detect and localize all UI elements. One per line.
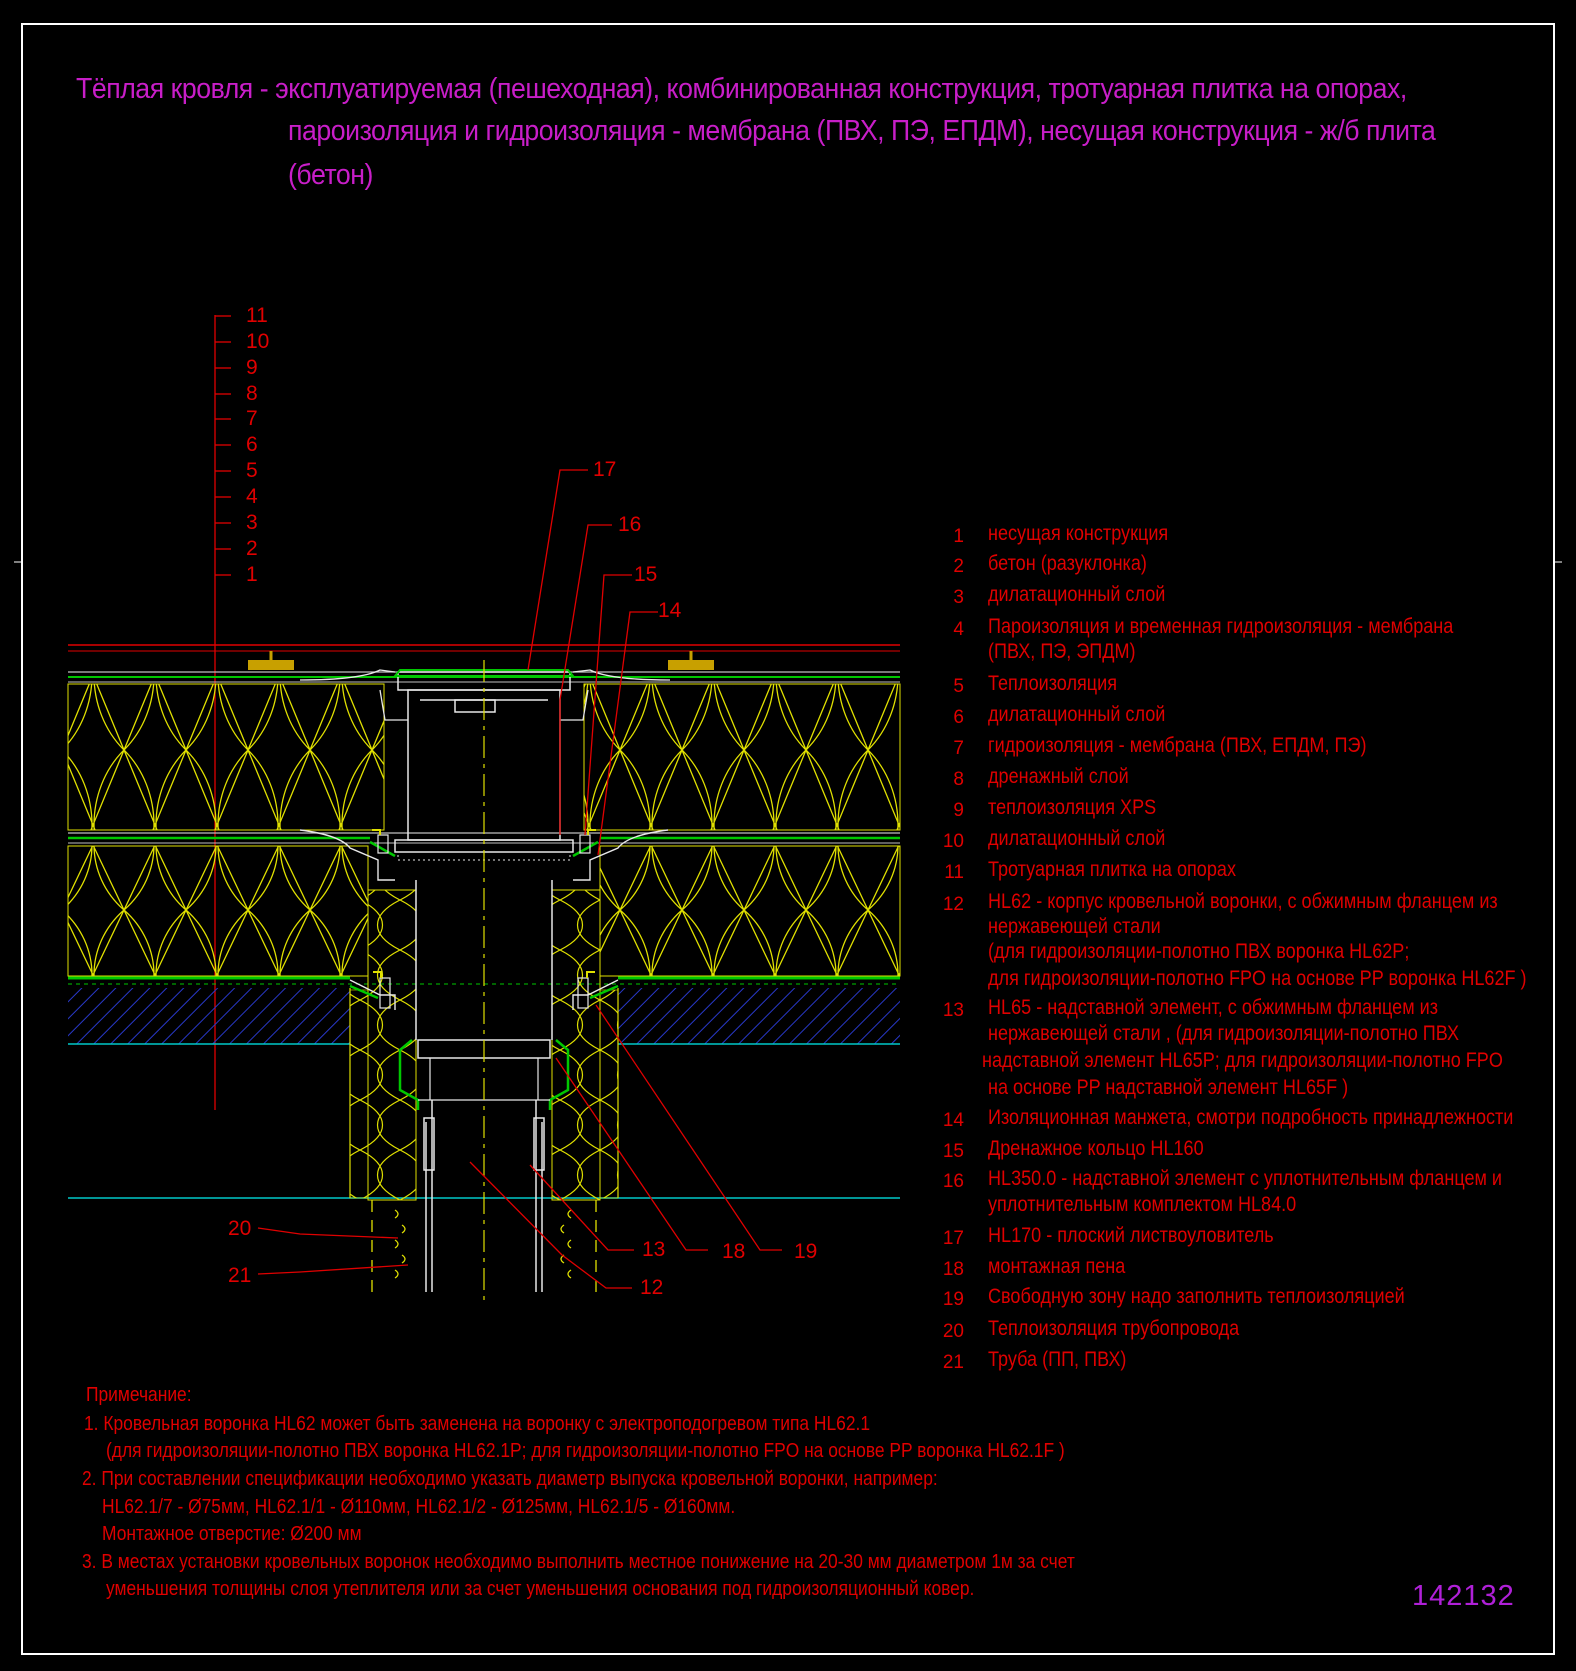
callout-14: 14	[658, 599, 682, 622]
concrete-left	[68, 988, 350, 1044]
level-label: 5	[246, 459, 258, 482]
title-line-1: Тёплая кровля - эксплуатируемая (пешеходная), комбинированная конструкция, тротуарная плитка на опорах,	[76, 73, 1407, 105]
legend-num: 8	[953, 769, 964, 790]
insulation-left	[68, 846, 368, 976]
legend-num: 15	[942, 1141, 964, 1162]
legend-text: Пароизоляция и временная гидроизоляция - мембрана	[988, 615, 1454, 638]
legend-num: 7	[953, 738, 964, 759]
note-1: 1. Кровельная воронка HL62 может быть заменена на воронку с электроподогревом типа HL62.1	[84, 1413, 871, 1435]
xps-left	[68, 684, 384, 830]
level-label: 3	[246, 511, 258, 534]
drawing-code: 142132	[1412, 1580, 1515, 1612]
title-line-2: пароизоляция и гидроизоляция - мембрана (ПВХ, ПЭ, ЕПДМ), несущая конструкция - ж/б плита	[288, 115, 1436, 147]
legend-text: теплоизоляция XPS	[988, 796, 1157, 819]
level-label: 8	[246, 382, 258, 405]
legend-text: для гидроизоляции-полотно FPO на основе PP воронка HL62F )	[988, 967, 1527, 990]
legend-text: Изоляционная манжета, смотри подробность принадлежности	[988, 1106, 1514, 1129]
legend-text: нержавеющей стали , (для гидроизоляции-полотно ПВХ	[988, 1022, 1460, 1045]
level-label: 10	[246, 330, 270, 353]
note-3-detail: уменьшения толщины слоя утеплителя или за счет уменьшения основания под гидроизоляционный ковер.	[106, 1578, 975, 1600]
level-label: 4	[246, 485, 258, 508]
legend-num: 18	[942, 1259, 964, 1280]
legend-text: Труба (ПП, ПВХ)	[988, 1348, 1127, 1371]
legend-text: бетон (разуклонка)	[988, 552, 1147, 575]
legend-num: 5	[953, 676, 964, 697]
level-label: 11	[246, 304, 268, 327]
legend-num: 16	[942, 1171, 964, 1192]
legend-num: 17	[942, 1228, 964, 1249]
level-label: 2	[246, 537, 258, 560]
level-label: 9	[246, 356, 258, 379]
callout-13: 13	[642, 1238, 666, 1261]
legend-num: 12	[942, 894, 964, 915]
legend-text: дренажный слой	[988, 765, 1129, 788]
legend-num: 3	[953, 587, 964, 608]
legend-text: надставной элемент HL65P; для гидроизоляции-полотно FPO	[982, 1049, 1503, 1072]
legend-num: 21	[942, 1352, 964, 1373]
tile-support-right	[668, 660, 714, 670]
legend-text: (для гидроизоляции-полотно ПВХ воронка HL62P;	[988, 940, 1410, 963]
level-label: 6	[246, 433, 258, 456]
note-3: 3. В местах установки кровельных воронок необходимо выполнить местное понижение на 20-30 мм диаметром 1м за счет	[82, 1551, 1075, 1573]
legend-text: HL350.0 - надставной элемент с уплотнительным фланцем и	[988, 1167, 1503, 1190]
legend-num: 6	[953, 707, 964, 728]
legend-num: 20	[942, 1321, 964, 1342]
note-1-detail: (для гидроизоляции-полотно ПВХ воронка HL62.1P; для гидроизоляции-полотно FPO на основе PP воронка HL62.1F )	[106, 1440, 1065, 1462]
legend-text: дилатационный слой	[988, 583, 1166, 606]
legend-text: дилатационный слой	[988, 827, 1166, 850]
legend-num: 2	[953, 556, 964, 577]
pipe-insulation-right	[552, 890, 600, 1200]
note-2-detail: HL62.1/7 - Ø75мм, HL62.1/1 - Ø110мм, HL62.1/2 - Ø125мм, HL62.1/5 - Ø160мм.	[102, 1496, 736, 1518]
legend-num: 4	[953, 619, 964, 640]
legend-num: 10	[942, 831, 964, 852]
callout-17: 17	[593, 458, 617, 481]
legend-text: (ПВХ, ПЭ, ЭПДМ)	[988, 640, 1136, 663]
legend-text: HL170 - плоский листвоуловитель	[988, 1224, 1274, 1247]
legend-text: на основе PP надставной элемент HL65F )	[988, 1076, 1349, 1099]
legend-text: уплотнительным комплектом HL84.0	[988, 1193, 1297, 1216]
legend-num: 9	[953, 800, 964, 821]
pipe-insulation-left	[368, 890, 416, 1200]
callout-16: 16	[618, 513, 642, 536]
legend-num: 1	[953, 526, 964, 547]
legend-text: HL65 - надставной элемент, с обжимным фланцем из	[988, 996, 1438, 1019]
note-2-hole: Монтажное отверстие: Ø200 мм	[102, 1523, 362, 1545]
notes-heading: Примечание:	[86, 1384, 192, 1406]
legend-text: гидроизоляция - мембрана (ПВХ, ЕПДМ, ПЭ)	[988, 734, 1367, 757]
legend-text: Теплоизоляция трубопровода	[988, 1317, 1240, 1340]
callout-12: 12	[640, 1276, 664, 1299]
title-line-3: (бетон)	[288, 159, 373, 191]
insulation-right	[600, 846, 900, 976]
level-label: 1	[246, 563, 258, 586]
callout-15: 15	[634, 563, 658, 586]
legend-text: Тротуарная плитка на опорах	[988, 858, 1236, 881]
level-ticks	[215, 316, 231, 575]
callout-21: 21	[228, 1264, 252, 1287]
legend-text: Теплоизоляция	[988, 672, 1117, 695]
legend-text: HL62 - корпус кровельной воронки, с обжимным фланцем из	[988, 890, 1498, 913]
legend-num: 19	[942, 1289, 964, 1310]
callout-19: 19	[794, 1240, 818, 1263]
concrete-right	[618, 988, 900, 1044]
callout-18: 18	[722, 1240, 746, 1263]
legend-text: несущая конструкция	[988, 522, 1169, 545]
callout-20: 20	[228, 1217, 252, 1240]
legend-text: Свободную зону надо заполнить теплоизоляцией	[988, 1285, 1405, 1308]
legend-num: 13	[942, 1000, 964, 1021]
legend-text: нержавеющей стали	[988, 915, 1161, 938]
note-2: 2. При составлении спецификации необходимо указать диаметр выпуска кровельной воронки, например:	[82, 1468, 938, 1490]
xps-right	[584, 684, 900, 830]
legend-num: 11	[944, 862, 964, 883]
legend-text: Дренажное кольцо HL160	[988, 1137, 1204, 1160]
legend-num: 14	[942, 1110, 964, 1131]
level-label: 7	[246, 407, 258, 430]
legend-text: монтажная пена	[988, 1255, 1126, 1278]
tile-support-left	[248, 660, 294, 670]
legend-text: дилатационный слой	[988, 703, 1166, 726]
